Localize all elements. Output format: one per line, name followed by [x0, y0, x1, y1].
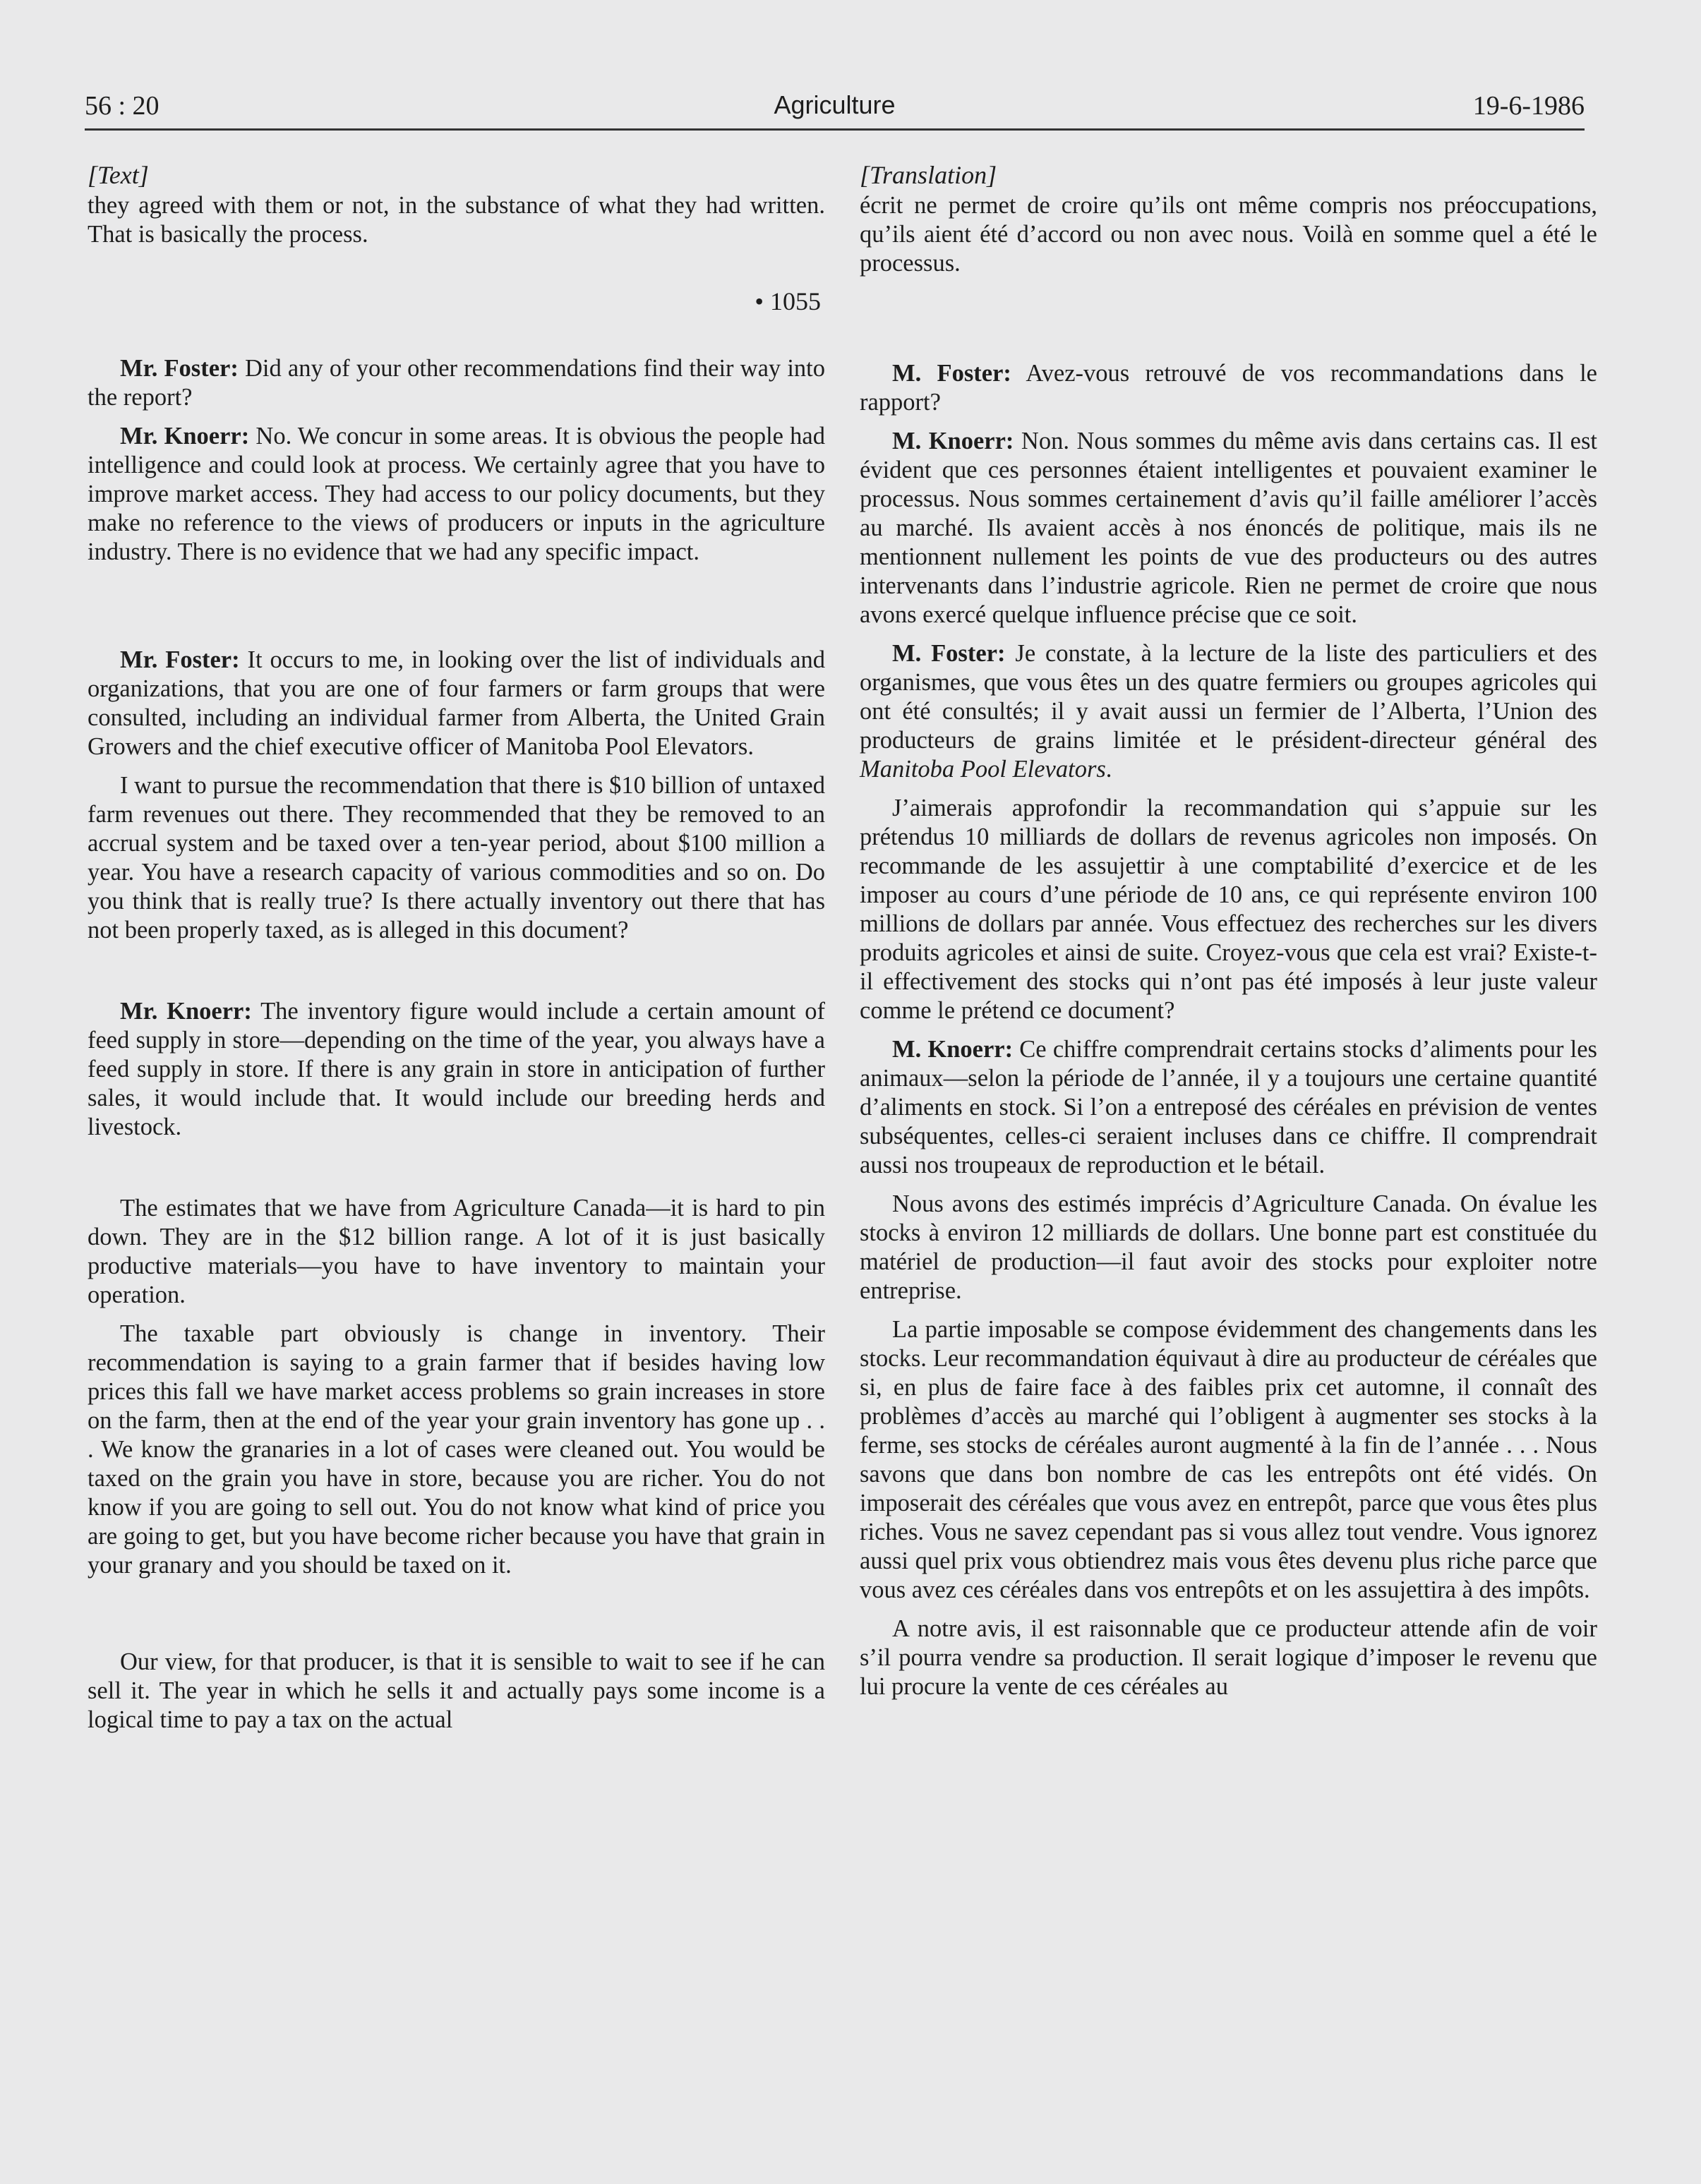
speaker-name: Mr. Knoerr:	[120, 998, 252, 1025]
speaker-name: Mr. Foster:	[120, 355, 239, 382]
time-marker: • 1055	[755, 287, 821, 315]
speaker-name: M. Foster:	[892, 360, 1011, 387]
paragraph: M. Knoerr: Non. Nous sommes du même avis dans certains cas. Il est évident que ces personnes étaient intelligentes et pouvaient examiner le processus. Nous sommes certainement d’avis qu’il faille améliorer l’accès au marché. Ils avaient accès à nos énoncés de politique, mais ils ne mentionnent nullement les points de vue des producteurs ou des autres intervenants dans l’industrie agricole. Rien ne permet de croire que nous avons exercé quelque influence précise que ce soit.	[860, 428, 1597, 628]
paragraph: Mr. Knoerr: No. We concur in some areas. It is obvious the people had intelligence and could look at process. We certainly agree that you have to improve market access. They had access to our policy documents, but they make no reference to the views of producers or inputs in the agriculture industry. There is no evidence that we had any specific impact.	[88, 423, 825, 565]
speaker-name: M. Knoerr:	[892, 1036, 1014, 1063]
paragraph: écrit ne permet de croire qu’ils ont même compris nos préoccupations, qu’ils aient été d’accord ou non avec nous. Voilà en somme quel a été le processus.	[860, 192, 1597, 277]
translation-label: [Translation]	[860, 161, 997, 189]
paragraph: J’aimerais approfondir la recommandation qui s’appuie sur les prétendus 10 milliards de dollars de revenus agricoles non imposés. On recommande de les assujettir à une comptabilité d’exercice et de les imposer au cours d’une période de 10 ans, ce qui représente environ 100 millions de dollars par année. Vous effectuez des recherches sur les divers produits agricoles et ainsi de suite. Croyez-vous que cela est vrai? Existe-t-il effectivement des stocks qui n’ont pas été imposés à leur juste valeur comme le prétend ce document?	[860, 795, 1597, 1024]
paragraph: I want to pursue the recommendation that there is $10 billion of untaxed farm revenues out there. They recommended that they be removed to an accrual system and be taxed over a ten-year period, about $100 million a year. You have a research capacity of various commodities and so on. Do you think that is really true? Is there actually inventory out there that has not been properly taxed, as is alleged in this document?	[88, 772, 825, 943]
page-header	[85, 90, 1585, 131]
page-date: 19-6-1986	[1472, 91, 1585, 121]
paragraph: M. Knoerr: Ce chiffre comprendrait certains stocks d’aliments pour les animaux—selon la période de l’année, il y a toujours une certaine quantité d’aliments en stock. Si l’on a entreposé des céréales en prévision de ventes subséquentes, celles-ci seraient incluses dans ce chiffre. Il comprendrait aussi nos troupeaux de reproduction et le bétail.	[860, 1036, 1597, 1178]
page-number: 56 : 20	[85, 91, 160, 121]
paragraph: La partie imposable se compose évidemment des changements dans les stocks. Leur recommandation équivaut à dire au producteur de céréales que si, en plus de faire face à des faibles prix cet automne, il connaît des problèmes d’accès au marché qui l’obligent à augmenter ses stocks à la ferme, ses stocks de céréales auront augmenté à la fin de l’année . . . Nous savons que dans bon nombre de cas les entrepôts ont été vidés. On imposerait des céréales que vous avez en entrepôt, parce que vous êtes plus riches. Vous ne savez cependant pas si vous allez tout vendre. Vous ignorez aussi quel prix vous obtiendrez mais vous êtes devenu plus riche parce que vous avez ces céréales dans vos entrepôts et on les assujettira à des impôts.	[860, 1316, 1597, 1603]
speaker-name: Mr. Knoerr:	[120, 423, 250, 450]
paragraph: they agreed with them or not, in the substance of what they had written. That is basically the process.	[88, 192, 825, 248]
speaker-name: Mr. Foster:	[120, 646, 240, 673]
paragraph: Mr. Knoerr: The inventory figure would include a certain amount of feed supply in store—depending on the time of the year, you always have a feed supply in store. If there is any grain in store in anticipation of further sales, it would include that. It would include our breeding herds and livestock.	[88, 998, 825, 1140]
english-column	[88, 161, 825, 1734]
french-column	[860, 161, 1597, 1701]
paragraph: M. Foster: Je constate, à la lecture de la liste des particuliers et des organismes, que vous êtes un des quatre fermiers ou groupes agricoles qui ont été consultés; il y avait aussi un fermier de l’Alberta, l’Union des producteurs de grains limitée et le président-directeur général des Manitoba Pool Elevators.	[860, 640, 1597, 783]
paragraph: The estimates that we have from Agriculture Canada—it is hard to pin down. They are in the $12 billion range. A lot of it is just basically productive materials—you have to have inventory to maintain your operation.	[88, 1195, 825, 1308]
speaker-name: M. Foster:	[892, 640, 1006, 667]
paragraph: Mr. Foster: Did any of your other recommendations find their way into the report?	[88, 355, 825, 411]
paragraph: The taxable part obviously is change in inventory. Their recommendation is saying to a grain farmer that if besides having low prices this fall we have market access problems so grain increases in store on the farm, then at the end of the year your grain inventory has gone up . . . We know the granaries in a lot of cases were cleaned out. You would be taxed on the grain you have in store, because you are richer. You do not know if you are going to sell out. You do not know what kind of price you are going to get, but you have become richer because you have that grain in your granary and you should be taxed on it.	[88, 1320, 825, 1579]
page-title: Agriculture	[774, 90, 896, 119]
text-label: [Text]	[88, 161, 149, 189]
speaker-name: M. Knoerr:	[892, 428, 1014, 454]
paragraph: Our view, for that producer, is that it is sensible to wait to see if he can sell it. The year in which he sells it and actually pays some income is a logical time to pay a tax on the actual	[88, 1648, 825, 1733]
paragraph: Nous avons des estimés imprécis d’Agriculture Canada. On évalue les stocks à environ 12 milliards de dollars. Une bonne part est constituée du matériel de production—il faut avoir des stocks pour exploiter notre entreprise.	[860, 1190, 1597, 1304]
paragraph: A notre avis, il est raisonnable que ce producteur attende afin de voir s’il pourra vendre sa production. Il serait logique d’imposer le revenu que lui procure la vente de ces céréales au	[860, 1615, 1597, 1700]
paragraph: M. Foster: Avez-vous retrouvé de vos recommandations dans le rapport?	[860, 360, 1597, 416]
paragraph: Mr. Foster: It occurs to me, in looking over the list of individuals and organizations, that you are one of four farmers or farm groups that were consulted, including an individual farmer from Alberta, the United Grain Growers and the chief executive officer of Manitoba Pool Elevators.	[88, 646, 826, 760]
